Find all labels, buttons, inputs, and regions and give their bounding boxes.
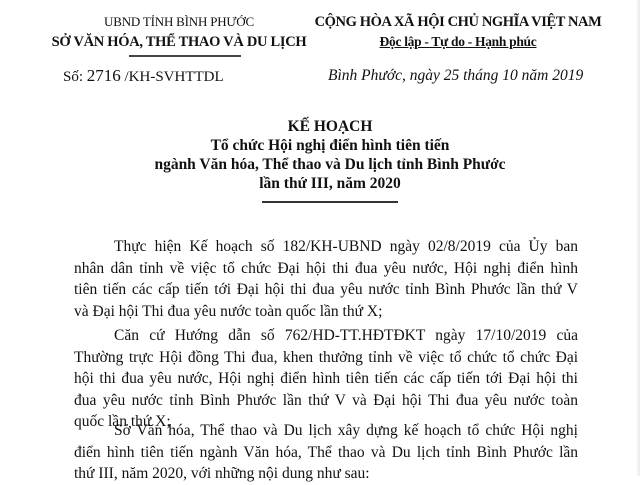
paragraph-line: Thường trực Hội đồng Thi đua, khen thưởng tỉnh về việc tổ chức tổ chức Đại	[74, 348, 578, 366]
document-type-heading: KẾ HOẠCH	[287, 118, 373, 135]
paragraph-line: nhân dân tỉnh về việc tổ chức Đại hội thi đua yêu nước, Hội nghị điển hình	[74, 259, 578, 277]
document-subject-line-3: lần thứ III, năm 2020	[259, 175, 401, 192]
paragraph-line: đua yêu nước tỉnh Bình Phước lần thứ V và Đại hội Thi đua yêu nước toàn	[74, 391, 578, 409]
title-divider	[262, 201, 398, 203]
paragraph-line: và Đại hội Thi đua yêu nước toàn quốc lần thứ X;	[74, 302, 383, 320]
paragraph-line: Căn cứ Hướng dẫn số 762/HD-TT.HĐTĐKT ngày 17/10/2019 của	[114, 327, 578, 344]
document-subject-line-1: Tổ chức Hội nghị điển hình tiên tiến	[210, 137, 450, 154]
national-title: CỘNG HÒA XÃ HỘI CHỦ NGHĨA VIỆT NAM	[314, 14, 602, 30]
body-paragraph-1	[74, 236, 578, 322]
body-paragraph-3	[74, 420, 578, 485]
paragraph-line: Sở Văn hóa, Thể thao và Du lịch xây dựng kế hoạch tổ chức Hội nghị	[114, 422, 578, 439]
place-and-date: Bình Phước, ngày 25 tháng 10 năm 2019	[328, 67, 584, 84]
paragraph-line: hội thi đua yêu nước, Hội nghị điển hình tiên tiến các cấp tiến tới Đại hội thi	[74, 370, 578, 388]
paragraph-line: quốc lần thứ X;	[74, 413, 171, 431]
body-paragraph-2	[74, 325, 578, 433]
document-subject-line-2: ngành Văn hóa, Thể thao và Du lịch tỉnh Bình Phước	[154, 156, 506, 173]
document-number	[63, 66, 224, 86]
document-number-label: Số:	[63, 69, 84, 85]
header-left-divider	[129, 55, 241, 57]
document-number-value: 2716	[86, 66, 121, 85]
page-edge-shadow	[636, 0, 640, 476]
paragraph-line: Thực hiện Kế hoạch số 182/KH-UBND ngày 02/8/2019 của Ủy ban	[114, 238, 578, 255]
paragraph-line: thứ III, năm 2020, với những nội dung như sau:	[74, 465, 370, 483]
paragraph-line: tiên tiến các cấp tiến tới Đại hội thi đua yêu nước tỉnh Bình Phước lần thứ V	[74, 281, 578, 299]
paragraph-line: điển hình tiên tiến ngành Văn hóa, Thể thao và Du lịch tỉnh Bình Phước lần	[74, 443, 578, 461]
document-code: /KH-SVHTTDL	[124, 69, 224, 85]
issuing-department: SỞ VĂN HÓA, THỂ THAO VÀ DU LỊCH	[51, 34, 307, 50]
national-motto: Độc lập - Tự do - Hạnh phúc	[379, 34, 537, 49]
issuing-authority: UBND TỈNH BÌNH PHƯỚC	[104, 14, 254, 29]
